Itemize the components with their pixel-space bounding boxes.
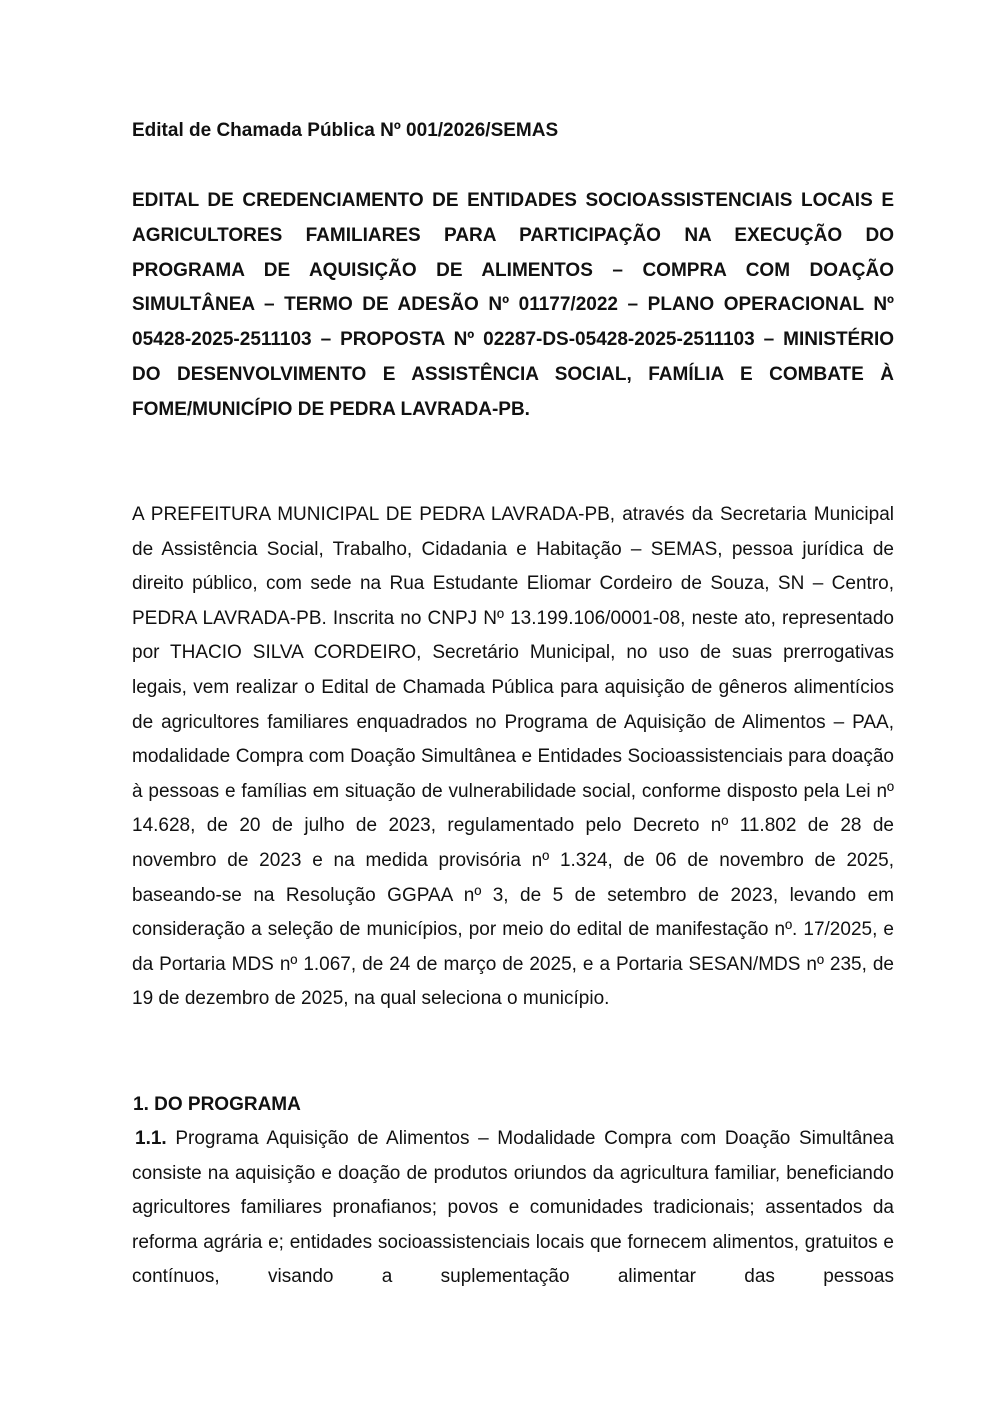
clause-text: Programa Aquisição de Alimentos – Modalidade Compra com Doação Simultânea consiste na aquisição e doação de produtos oriundos da agricultura familiar, beneficiando agricultores familiares pronafianos; povos e comunidades tradicionais; assentados da reforma agrária e; entidades socioassistenciais locais que fornecem alimentos, gratuitos e contínuos, visando a suplementação alimentar das pessoas [132,1128,894,1288]
section-title-programa: 1. DO PROGRAMA [133,1094,301,1115]
edital-title: Edital de Chamada Pública Nº 001/2026/SEMAS [132,120,559,141]
clause-number: 1.1. [135,1128,167,1149]
edital-heading: EDITAL DE CREDENCIAMENTO DE ENTIDADES SOCIOASSISTENCIAIS LOCAIS E AGRICULTORES FAMILIARES PARA PARTICIPAÇÃO NA EXECUÇÃO DO PROGRAMA DE AQUISIÇÃO DE ALIMENTOS – COMPRA COM DOAÇÃO SIMULTÂNEA – TERMO DE ADESÃO Nº 01177/2022 – PLANO OPERACIONAL Nº 05428-2025-2511103 – PROPOSTA Nº 02287-DS-05428-2025-2511103 – MINISTÉRIO DO DESENVOLVIMENTO E ASSISTÊNCIA SOCIAL, FAMÍLIA E COMBATE À FOME/MUNICÍPIO DE PEDRA LAVRADA-PB. [132,190,894,420]
intro-paragraph: A PREFEITURA MUNICIPAL DE PEDRA LAVRADA-PB, através da Secretaria Municipal de Assistência Social, Trabalho, Cidadania e Habitação – SEMAS, pessoa jurídica de direito público, com sede na Rua Estudante Eliomar Cordeiro de Souza, SN – Centro, PEDRA LAVRADA-PB. Inscrita no CNPJ Nº 13.199.106/0001-08, neste ato, representado por THACIO SILVA CORDEIRO, Secretário Municipal, no uso de suas prerrogativas legais, vem realizar o Edital de Chamada Pública para aquisição de gêneros alimentícios de agricultores familiares enquadrados no Programa de Aquisição de Alimentos – PAA, modalidade Compra com Doação Simultânea e Entidades Socioassistenciais para doação à pessoas e famílias em situação de vulnerabilidade social, conforme disposto pela Lei nº 14.628, de 20 de julho de 2023, regulamentado pelo Decreto nº 11.802 de 28 de novembro de 2023 e na medida provisória nº 1.324, de 06 de novembro de 2025, baseando-se na Resolução GGPAA nº 3, de 5 de setembro de 2023, levando em consideração a seleção de municípios, por meio do edital de manifestação nº. 17/2025, e da Portaria MDS nº 1.067, de 24 de março de 2025, e a Portaria SESAN/MDS nº 235, de 19 de dezembro de 2025, na qual seleciona o município. [132,504,894,1010]
clause-1-1 [132,1122,894,1298]
